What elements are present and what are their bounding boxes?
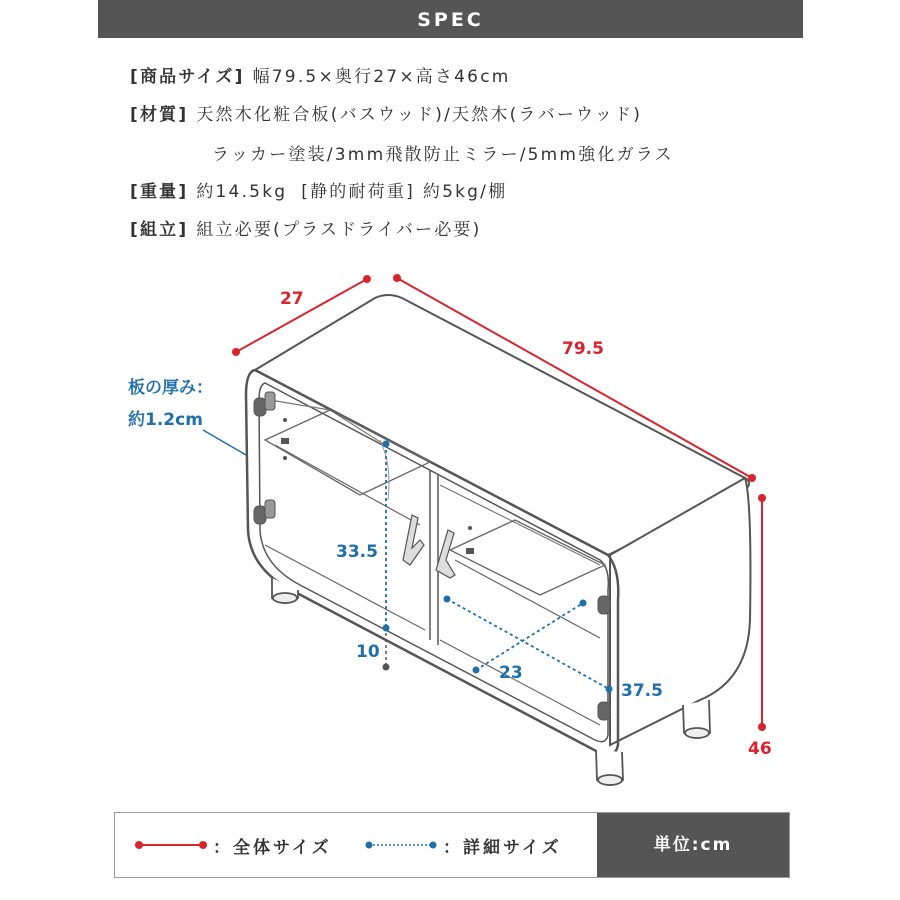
shelf-width-label: 37.5: [621, 681, 663, 701]
thickness-label-2: 約1.2cm: [128, 410, 203, 430]
spec-label-load: [静的耐荷重]: [301, 182, 415, 202]
spec-label: [材質]: [130, 105, 189, 125]
hinge-bottom-right: [598, 702, 610, 720]
spec-value: 幅79.5×奥行27×高さ46cm: [252, 67, 511, 87]
legend-detail-line: [363, 839, 439, 851]
depth-label: 27: [280, 289, 304, 309]
inner-height-label: 33.5: [336, 542, 378, 562]
dim-shelf-width: [444, 596, 613, 693]
spec-label: [商品サイズ]: [130, 67, 245, 87]
spec-header: SPEC: [98, 0, 803, 38]
door-handle-right: [436, 530, 455, 578]
spec-value: 約14.5kg: [196, 182, 288, 202]
unit-label: 単位:cm: [597, 813, 789, 877]
thickness-label-1: 板の厚み：: [128, 378, 213, 398]
legend: [114, 812, 790, 878]
hinge-bottom-left: [254, 500, 275, 524]
hinge-top-left: [254, 392, 275, 416]
hinge-top-right: [598, 596, 610, 614]
legend-detail-label: ：詳細サイズ: [443, 838, 562, 858]
spec-value: 組立必要(プラスドライバー必要): [196, 220, 482, 240]
width-label: 79.5: [562, 339, 604, 359]
thickness-leader: [203, 430, 246, 455]
legend-overall-line: [133, 839, 209, 851]
dim-shelf-depth: [473, 600, 587, 674]
spec-value-load: 約5kg/棚: [422, 182, 508, 202]
spec-value: ラッカー塗装/3mm飛散防止ミラー/5mm強化ガラス: [212, 145, 674, 165]
height-label: 46: [748, 739, 772, 759]
dim-height: [758, 494, 766, 731]
spec-label: [組立]: [130, 220, 189, 240]
door-handle-left: [403, 515, 424, 565]
spec-label: [重量]: [130, 182, 189, 202]
legend-overall-label: ：全体サイズ: [213, 838, 332, 858]
shelf-depth-label: 23: [499, 663, 523, 683]
leg-height-label: 10: [356, 642, 380, 662]
spec-value: 天然木化粧合板(バスウッド)/天然木(ラバーウッド): [196, 105, 643, 125]
